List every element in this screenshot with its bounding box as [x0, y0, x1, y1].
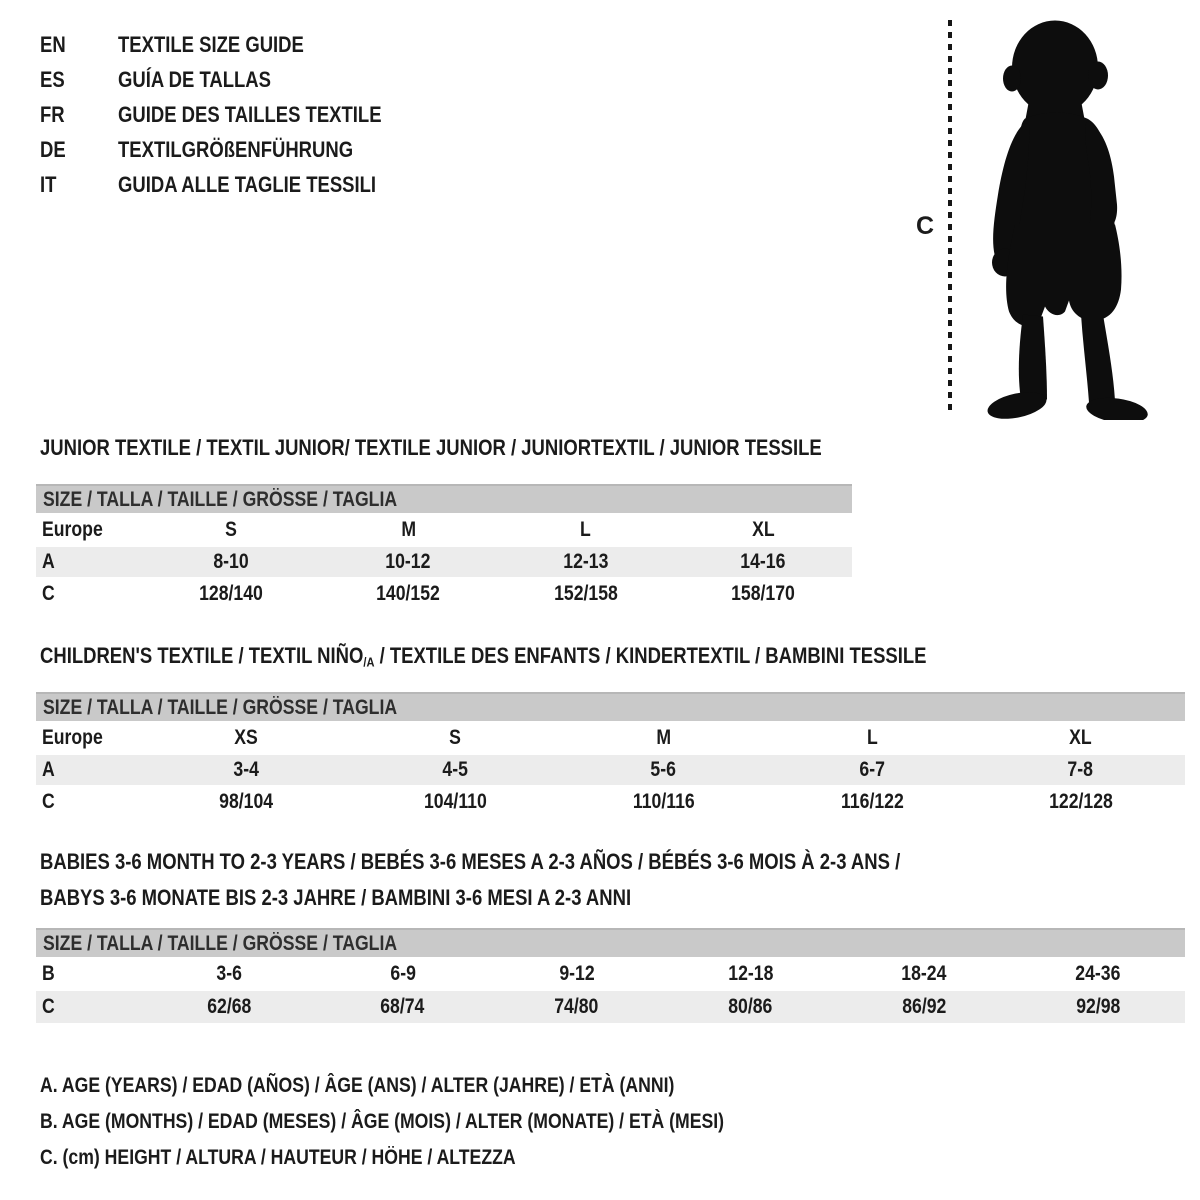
row-label: A: [42, 550, 55, 573]
size-cell: S: [448, 726, 461, 749]
height-cell: 116/122: [840, 790, 904, 813]
legend-row-a: A. AGE (YEARS) / EDAD (AÑOS) / ÂGE (ANS) / ALTER (JAHRE) / ETÀ (ANNI): [40, 1074, 675, 1097]
height-cell: 74/80: [554, 995, 599, 1018]
children-row-height: [36, 785, 1185, 819]
lang-code-en: EN: [40, 31, 66, 57]
height-cell: 92/98: [1075, 995, 1121, 1018]
age-cell: 14-16: [740, 550, 786, 573]
legend-row-b: B. AGE (MONTHS) / EDAD (MESES) / ÂGE (MOIS) / ALTER (MONATE) / ETÀ (MESI): [40, 1110, 725, 1133]
size-cell: XL: [1069, 726, 1092, 749]
lang-title-de: TEXTILGRÖßENFÜHRUNG: [118, 136, 354, 162]
language-title-list: [40, 27, 432, 202]
measure-legend: [40, 1068, 854, 1176]
row-label: Europe: [42, 518, 103, 541]
age-cell: 3-4: [233, 758, 260, 781]
toddler-silhouette-icon: [965, 14, 1150, 420]
size-cell: M: [400, 518, 416, 541]
junior-section-title: JUNIOR TEXTILE / TEXTIL JUNIOR/ TEXTILE JUNIOR / JUNIORTEXTIL / JUNIOR TESSILE: [40, 435, 822, 460]
age-cell: 6-7: [859, 758, 885, 781]
size-cell: S: [224, 518, 237, 541]
row-label: C: [42, 995, 55, 1018]
junior-size-header-bar: [36, 484, 852, 513]
children-size-table: [36, 692, 1185, 819]
height-dashed-line: [948, 20, 952, 416]
lang-code-it: IT: [40, 171, 57, 197]
babies-section-title-line2: BABYS 3-6 MONATE BIS 2-3 JAHRE / BAMBINI 3-6 MESI A 2-3 ANNI: [40, 885, 632, 910]
children-size-header-bar: [36, 692, 1185, 721]
months-cell: 6-9: [389, 962, 416, 985]
junior-row-europe: [36, 513, 852, 547]
size-header-label: SIZE / TALLA / TAILLE / GRÖSSE / TAGLIA: [43, 487, 398, 511]
height-cell: 98/104: [219, 790, 274, 813]
age-cell: 5-6: [650, 758, 677, 781]
row-label: B: [42, 962, 55, 985]
lang-title-it: GUIDA ALLE TAGLIE TESSILI: [118, 171, 377, 197]
babies-size-table: [36, 928, 1185, 1023]
height-cell: 104/110: [423, 790, 487, 813]
children-section-title: CHILDREN'S TEXTILE / TEXTIL $NIÑO_{/A}$ / TEXTILE DES ENFANTS / KINDERTEXTIL / BAMBINI TESSILE: [40, 643, 927, 670]
height-measure-label: C: [916, 212, 935, 240]
babies-size-header-bar: [36, 928, 1185, 957]
size-cell: XS: [234, 726, 259, 749]
height-cell: 62/68: [206, 995, 251, 1018]
months-cell: 12-18: [727, 962, 773, 985]
row-label: Europe: [42, 726, 103, 749]
children-row-age: [36, 755, 1185, 785]
age-cell: 10-12: [385, 550, 431, 573]
lang-title-es: GUÍA DE TALLAS: [118, 66, 271, 92]
junior-row-age: [36, 547, 852, 577]
babies-row-height: [36, 991, 1185, 1023]
height-cell: 158/170: [731, 582, 796, 605]
babies-section-title-line1: BABIES 3-6 MONTH TO 2-3 YEARS / BEBÉS 3-6 MESES A 2-3 AÑOS / BÉBÉS 3-6 MOIS À 2-3 ANS /: [40, 849, 901, 874]
lang-code-es: ES: [40, 66, 65, 92]
months-cell: 24-36: [1075, 962, 1121, 985]
lang-row-it: [40, 167, 432, 202]
row-label: A: [42, 758, 55, 781]
row-label: C: [42, 790, 55, 813]
size-cell: L: [580, 518, 592, 541]
babies-row-months: [36, 957, 1185, 991]
lang-title-en: TEXTILE SIZE GUIDE: [118, 31, 304, 57]
legend-row-c: C. (cm) HEIGHT / ALTURA / HAUTEUR / HÖHE / ALTEZZA: [40, 1146, 516, 1169]
lang-row-es: [40, 62, 432, 97]
height-cell: 128/140: [198, 582, 263, 605]
row-label: C: [42, 582, 55, 605]
size-cell: L: [866, 726, 878, 749]
age-cell: 4-5: [442, 758, 468, 781]
lang-code-de: DE: [40, 136, 66, 162]
size-cell: M: [656, 726, 671, 749]
age-cell: 7-8: [1067, 758, 1094, 781]
age-cell: 8-10: [213, 550, 249, 573]
lang-code-fr: FR: [40, 101, 65, 127]
children-row-europe: [36, 721, 1185, 755]
months-cell: 9-12: [558, 962, 595, 985]
age-cell: 12-13: [563, 550, 609, 573]
height-cell: 68/74: [380, 995, 425, 1018]
lang-title-fr: GUIDE DES TAILLES TEXTILE: [118, 101, 382, 127]
months-cell: 18-24: [901, 962, 947, 985]
size-cell: XL: [751, 518, 775, 541]
height-cell: 80/86: [728, 995, 773, 1018]
size-header-label: SIZE / TALLA / TAILLE / GRÖSSE / TAGLIA: [43, 695, 398, 719]
junior-row-height: [36, 577, 852, 611]
height-cell: 110/116: [632, 790, 695, 813]
height-cell: 152/158: [553, 582, 618, 605]
junior-size-table: [36, 484, 852, 611]
height-cell: 86/92: [902, 995, 947, 1018]
months-cell: 3-6: [216, 962, 242, 985]
height-cell: 140/152: [376, 582, 441, 605]
title-subscript: /A: [363, 654, 375, 670]
size-header-label: SIZE / TALLA / TAILLE / GRÖSSE / TAGLIA: [43, 931, 398, 955]
lang-row-fr: [40, 97, 432, 132]
height-cell: 122/128: [1048, 790, 1113, 813]
lang-row-en: [40, 27, 432, 62]
lang-row-de: [40, 132, 432, 167]
